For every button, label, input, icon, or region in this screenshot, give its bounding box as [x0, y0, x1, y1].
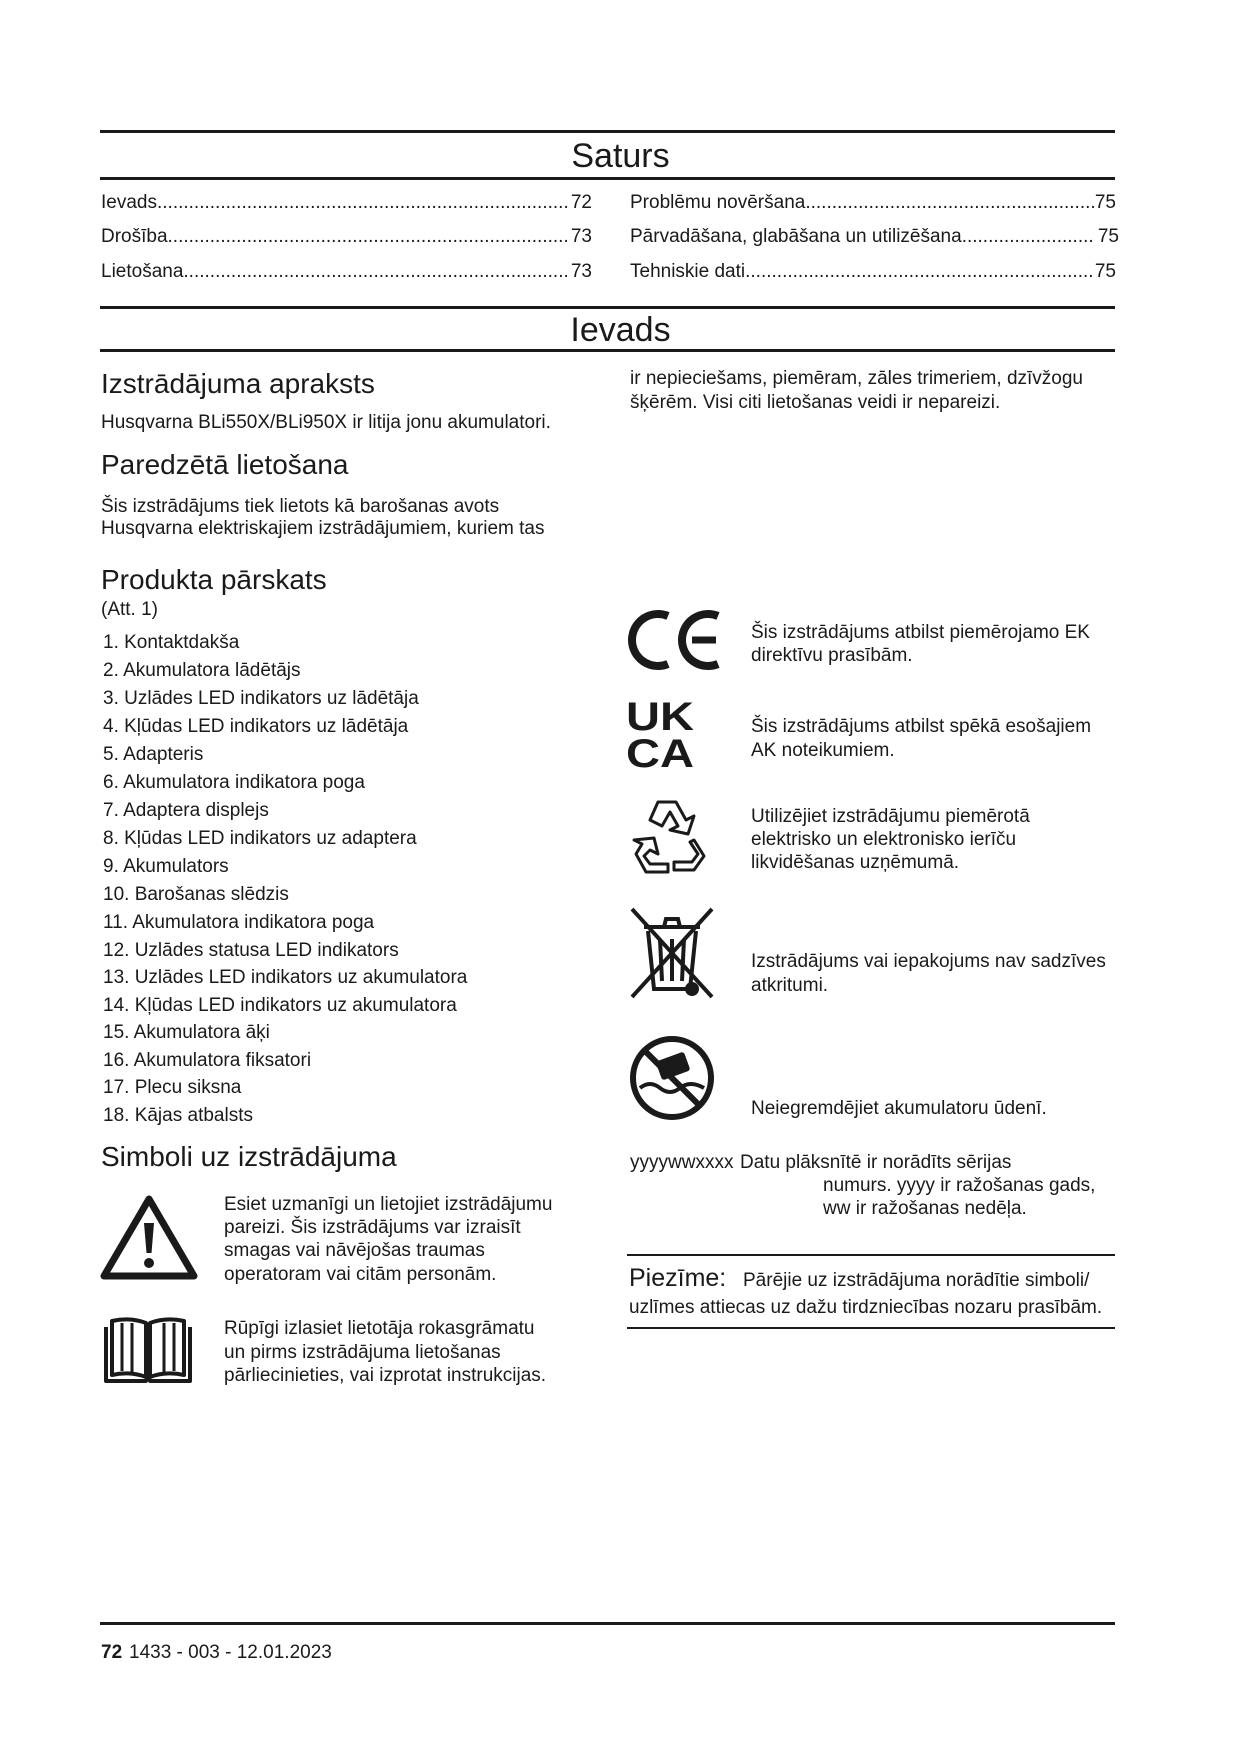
- overview-item: 1. Kontaktdakša: [103, 632, 240, 653]
- warning-triangle-icon: [100, 1193, 198, 1281]
- serial-text-line-1: Datu plāksnītē ir norādīts sērijas: [740, 1152, 1012, 1173]
- toc-top-rule: [100, 130, 1115, 133]
- recycle-text-line-3: likvidēšanas uzņēmumā.: [751, 852, 960, 873]
- warning-text-line-3: smagas vai nāvējošas traumas: [224, 1240, 485, 1261]
- overview-item: 16. Akumulatora fiksatori: [103, 1049, 312, 1071]
- overview-heading: Produkta pārskats: [101, 564, 327, 595]
- note-bottom-rule: [627, 1327, 1115, 1329]
- toc-entry-drosiba[interactable]: Drošība ..... 73: [101, 226, 592, 248]
- intended-use-line-3: ir nepieciešams, piemēram, zāles trimeriem, dzīvžogu: [630, 368, 1083, 389]
- overview-item: 17. Plecu siksna: [103, 1077, 242, 1098]
- toc-entry-parvadasana[interactable]: Pārvadāšana, glabāšana un utilizēšana ..... 75: [630, 226, 1119, 248]
- toc-entry-lietosana[interactable]: Lietošana ..... 73: [101, 261, 592, 283]
- overview-item: 7. Adaptera displejs: [103, 800, 269, 821]
- manual-text-line-3: pārliecinieties, vai izprotat instrukcijas.: [224, 1365, 547, 1386]
- no-immersion-icon: [628, 1034, 716, 1122]
- intended-use-line-4: šķērēm. Visi citi lietošanas veidi ir nepareizi.: [630, 392, 1001, 413]
- manual-text-line-1: Rūpīgi izlasiet lietotāja rokasgrāmatu: [224, 1318, 535, 1339]
- weee-text-line-2: atkritumi.: [751, 975, 829, 996]
- note-top-rule: [627, 1254, 1115, 1256]
- recycle-text-line-1: Utilizējiet izstrādājumu piemērotā: [751, 806, 1030, 827]
- serial-code: yyyywwxxxx: [630, 1152, 734, 1173]
- intended-use-line-1: Šis izstrādājums tiek lietots kā barošanas avots: [101, 496, 500, 517]
- overview-item: 4. Kļūdas LED indikators uz lādētāja: [103, 716, 409, 737]
- note-line-2: uzlīmes attiecas uz dažu tirdzniecības nozaru prasībām.: [629, 1297, 1103, 1318]
- warning-text-line-2: pareizi. Šis izstrādājums var izraisīt: [224, 1217, 521, 1238]
- svg-text:UK: UK: [626, 695, 695, 739]
- manual-text-line-2: un pirms izstrādājuma lietošanas: [224, 1342, 501, 1363]
- overview-item: 18. Kājas atbalsts: [103, 1104, 253, 1126]
- intended-use-line-2: Husqvarna elektriskajiem izstrādājumiem, kuriem tas: [101, 518, 545, 539]
- overview-item: 12. Uzlādes statusa LED indikators: [103, 939, 399, 961]
- note-line-1: Pārējie uz izstrādājuma norādītie simboli/: [743, 1270, 1090, 1291]
- overview-item: 5. Adapteris: [103, 744, 204, 765]
- overview-list: [103, 632, 467, 1132]
- overview-item: 15. Akumulatora āķi: [103, 1022, 270, 1043]
- overview-item: 11. Akumulatora indikatora poga: [103, 912, 375, 933]
- overview-item: 8. Kļūdas LED indikators uz adaptera: [103, 828, 417, 849]
- ce-mark-icon: [626, 608, 726, 672]
- water-text: Neiegremdējiet akumulatoru ūdenī.: [751, 1098, 1047, 1119]
- footer-rule: [100, 1622, 1115, 1625]
- intro-top-rule: [100, 306, 1115, 309]
- overview-item: 10. Barošanas slēdzis: [103, 884, 289, 905]
- manual-book-icon: [100, 1313, 196, 1385]
- toc-entry-ievads[interactable]: Ievads ..... 72: [101, 192, 592, 214]
- overview-item: 2. Akumulatora lādētājs: [103, 660, 301, 681]
- footer-page-number: 72: [101, 1642, 123, 1663]
- serial-text-line-2: numurs. yyyy ir ražošanas gads,: [823, 1175, 1096, 1196]
- svg-text:CA: CA: [626, 732, 694, 776]
- toc-title-rule: [100, 177, 1115, 180]
- intro-title-rule: [100, 349, 1115, 352]
- ce-text-line-1: Šis izstrādājums atbilst piemērojamo EK: [751, 622, 1090, 643]
- symbols-heading: Simboli uz izstrādājuma: [101, 1141, 397, 1172]
- intended-use-heading: Paredzētā lietošana: [101, 449, 349, 480]
- toc-entry-tehniskie-dati[interactable]: Tehniskie dati ..... 75: [630, 261, 1116, 283]
- serial-text-line-3: ww ir ražošanas nedēļa.: [823, 1198, 1027, 1219]
- recycle-icon: [628, 792, 712, 876]
- ukca-text-line-2: AK noteikumiem.: [751, 740, 895, 761]
- description-text: Husqvarna BLi550X/BLi950X ir litija jonu akumulatori.: [101, 412, 551, 433]
- warning-text-line-1: Esiet uzmanīgi un lietojiet izstrādājumu: [224, 1194, 553, 1215]
- overview-item: 6. Akumulatora indikatora poga: [103, 772, 365, 793]
- crossed-bin-icon: [628, 905, 716, 1001]
- overview-item: 13. Uzlādes LED indikators uz akumulatora: [103, 967, 468, 988]
- recycle-text-line-2: elektrisko un elektronisko ierīču: [751, 829, 1017, 850]
- description-heading: Izstrādājuma apraksts: [101, 368, 375, 399]
- overview-item: 3. Uzlādes LED indikators uz lādētāja: [103, 688, 419, 709]
- overview-figure-ref: (Att. 1): [101, 599, 159, 620]
- toc-entry-problemu-noversana[interactable]: Problēmu novēršana ..... 75: [630, 192, 1116, 214]
- footer-doc-ref: 1433 - 003 - 12.01.2023: [129, 1642, 332, 1663]
- overview-item: 14. Kļūdas LED indikators uz akumulatora: [103, 994, 457, 1016]
- ukca-text-line-1: Šis izstrādājums atbilst spēkā esošajiem: [751, 716, 1092, 737]
- ukca-mark-icon: [626, 695, 696, 776]
- warning-text-line-4: operatoram vai citām personām.: [224, 1264, 497, 1285]
- weee-text-line-1: Izstrādājums vai iepakojums nav sadzīves: [751, 951, 1106, 972]
- note-label: Piezīme:: [629, 1264, 727, 1292]
- intro-title: Ievads: [570, 311, 671, 349]
- toc-title: Saturs: [571, 137, 670, 175]
- overview-item: 9. Akumulators: [103, 856, 229, 877]
- ce-text-line-2: direktīvu prasībām.: [751, 645, 913, 666]
